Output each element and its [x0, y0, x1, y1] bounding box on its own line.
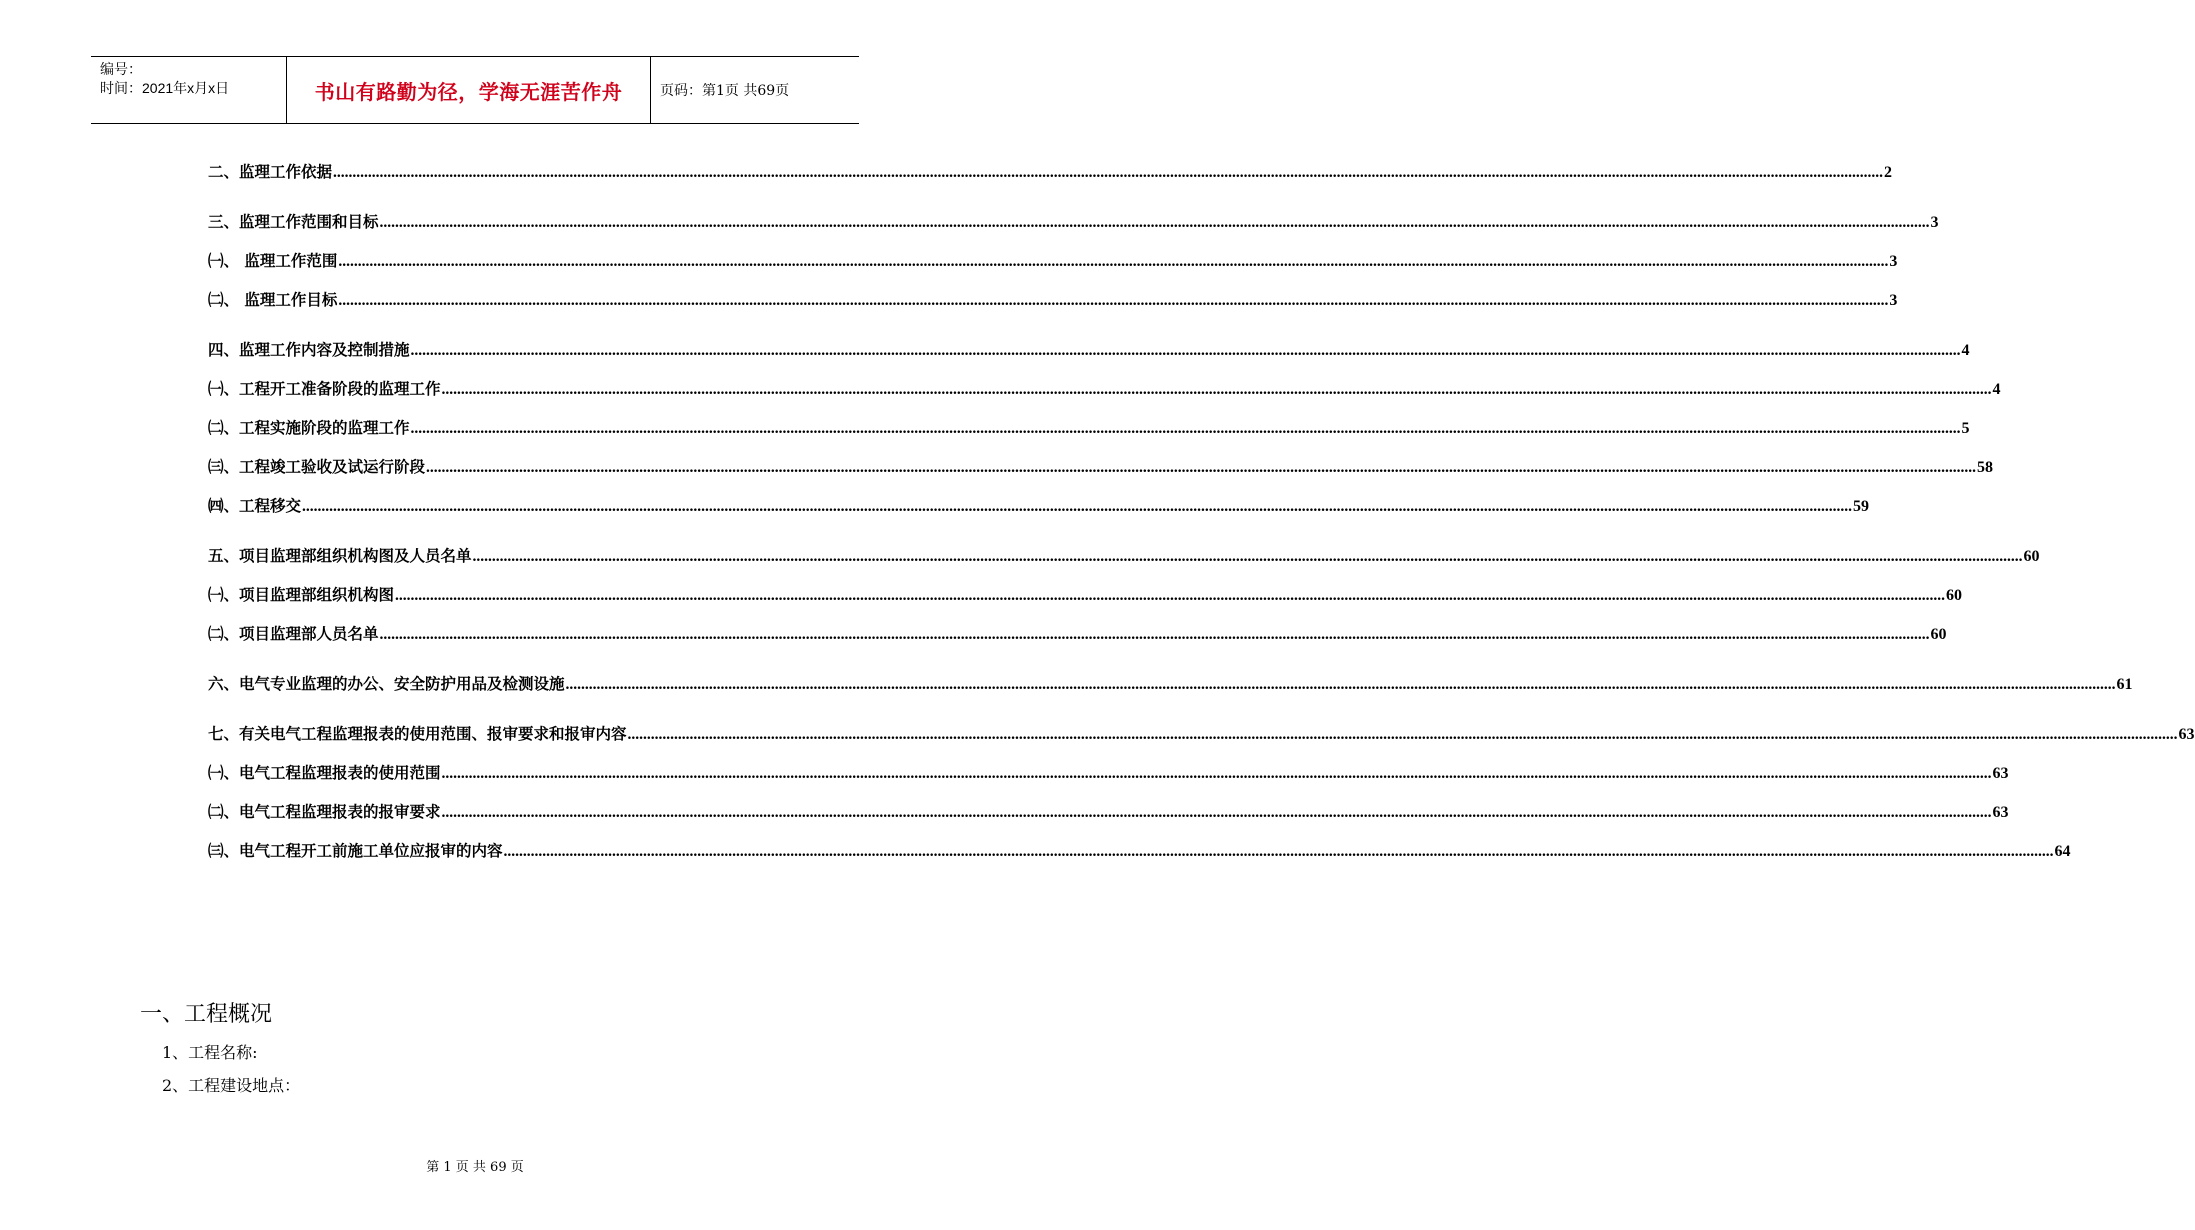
toc-leader-dots: ................................................................................................................................................................................................................................................................................................................................................................................................................: [338, 253, 1889, 270]
toc-leader-dots: ................................................................................................................................................................................................................................................................................................................................................................................................................: [441, 804, 1992, 821]
section-title: 一、工程概况: [140, 1002, 273, 1027]
toc-leader-dots: ................................................................................................................................................................................................................................................................................................................................................................................................................: [426, 459, 1977, 476]
header-motto-cell: [287, 57, 651, 123]
number-label: 编号：: [100, 61, 142, 77]
toc-leader-dots: ................................................................................................................................................................................................................................................................................................................................................................................................................: [410, 342, 1961, 359]
toc-page-number: 3: [1889, 253, 1898, 270]
toc-row[interactable]: [208, 794, 2009, 822]
toc-page-number: 58: [1977, 459, 1994, 476]
toc-entry-title: ㈡、 监理工作目标: [208, 291, 338, 309]
toc-page-number: 59: [1853, 498, 1870, 515]
toc-entry-title: ㈡、项目监理部人员名单: [208, 625, 379, 643]
toc-entry-title: ㈢、工程竣工验收及试运行阶段: [208, 458, 426, 476]
toc-leader-dots: ................................................................................................................................................................................................................................................................................................................................................................................................................: [627, 726, 2178, 743]
toc-row[interactable]: [208, 243, 1898, 271]
toc-row[interactable]: [208, 332, 1970, 360]
table-of-contents: [208, 154, 2195, 861]
toc-entry-title: 三、监理工作范围和目标: [208, 213, 379, 231]
toc-row[interactable]: [208, 282, 1898, 310]
toc-row[interactable]: [208, 577, 1963, 605]
toc-page-number: 64: [2054, 843, 2071, 860]
toc-leader-dots: ................................................................................................................................................................................................................................................................................................................................................................................................................: [379, 626, 1930, 643]
toc-row[interactable]: [208, 616, 1947, 644]
toc-entry-title: 五、项目监理部组织机构图及人员名单: [208, 547, 472, 565]
toc-entry-title: 二、监理工作依据: [208, 163, 333, 181]
toc-page-number: 63: [2178, 726, 2195, 743]
toc-page-number: 4: [1961, 342, 1970, 359]
toc-page-number: 60: [2023, 548, 2040, 565]
page-footer: 第 1 页 共 69 页: [426, 1160, 524, 1175]
toc-page-number: 3: [1930, 214, 1939, 231]
toc-leader-dots: ................................................................................................................................................................................................................................................................................................................................................................................................................: [441, 381, 1992, 398]
toc-row[interactable]: [208, 538, 2040, 566]
page-header: [91, 56, 859, 124]
toc-entry-title: 七、有关电气工程监理报表的使用范围、报审要求和报审内容: [208, 725, 627, 743]
toc-entry-title: ㈠、项目监理部组织机构图: [208, 586, 395, 604]
toc-page-number: 60: [1946, 587, 1963, 604]
toc-leader-dots: ................................................................................................................................................................................................................................................................................................................................................................................................................: [410, 420, 1961, 437]
toc-row[interactable]: [208, 204, 1939, 232]
toc-page-number: 61: [2116, 676, 2133, 693]
toc-entry-title: ㈣、工程移交: [208, 497, 302, 515]
toc-page-number: 4: [1992, 381, 2001, 398]
toc-page-number: 5: [1961, 420, 1970, 437]
toc-leader-dots: ................................................................................................................................................................................................................................................................................................................................................................................................................: [441, 765, 1992, 782]
toc-leader-dots: ................................................................................................................................................................................................................................................................................................................................................................................................................: [333, 164, 1884, 181]
toc-entry-title: 四、监理工作内容及控制措施: [208, 341, 410, 359]
toc-page-number: 3: [1889, 292, 1898, 309]
toc-entry-title: ㈠、电气工程监理报表的使用范围: [208, 764, 441, 782]
motto-text: 书山有路勤为径，学海无涯苦作舟: [314, 79, 623, 104]
toc-entry-title: ㈡、电气工程监理报表的报审要求: [208, 803, 441, 821]
toc-row[interactable]: [208, 666, 2133, 694]
toc-leader-dots: ................................................................................................................................................................................................................................................................................................................................................................................................................: [338, 292, 1889, 309]
time-label: 时间：2021年x月x日: [100, 80, 230, 96]
toc-leader-dots: ................................................................................................................................................................................................................................................................................................................................................................................................................: [302, 498, 1853, 515]
toc-row[interactable]: [208, 755, 2009, 783]
toc-entry-title: ㈠、 监理工作范围: [208, 252, 338, 270]
toc-row[interactable]: [208, 154, 1893, 182]
header-meta: [91, 57, 287, 123]
toc-entry-title: ㈠、工程开工准备阶段的监理工作: [208, 380, 441, 398]
page-label: 页码：第1页 共69页: [660, 83, 790, 99]
toc-row[interactable]: [208, 716, 2195, 744]
toc-entry-title: ㈢、电气工程开工前施工单位应报审的内容: [208, 842, 503, 860]
toc-entry-title: 六、电气专业监理的办公、安全防护用品及检测设施: [208, 675, 565, 693]
toc-page-number: 63: [1992, 804, 2009, 821]
toc-row[interactable]: [208, 410, 1970, 438]
section-item-project-name: 1、工程名称:: [162, 1043, 258, 1062]
toc-page-number: 63: [1992, 765, 2009, 782]
toc-row[interactable]: [208, 371, 2001, 399]
toc-row[interactable]: [208, 833, 2071, 861]
toc-leader-dots: ................................................................................................................................................................................................................................................................................................................................................................................................................: [503, 843, 2054, 860]
section-item-project-location: 2、工程建设地点：: [162, 1076, 301, 1095]
toc-leader-dots: ................................................................................................................................................................................................................................................................................................................................................................................................................: [472, 548, 2023, 565]
toc-entry-title: ㈡、工程实施阶段的监理工作: [208, 419, 410, 437]
toc-leader-dots: ................................................................................................................................................................................................................................................................................................................................................................................................................: [565, 676, 2116, 693]
toc-page-number: 2: [1884, 164, 1893, 181]
toc-leader-dots: ................................................................................................................................................................................................................................................................................................................................................................................................................: [379, 214, 1930, 231]
toc-row[interactable]: [208, 449, 1994, 477]
toc-leader-dots: ................................................................................................................................................................................................................................................................................................................................................................................................................: [395, 587, 1946, 604]
toc-page-number: 60: [1930, 626, 1947, 643]
toc-row[interactable]: [208, 488, 1870, 516]
